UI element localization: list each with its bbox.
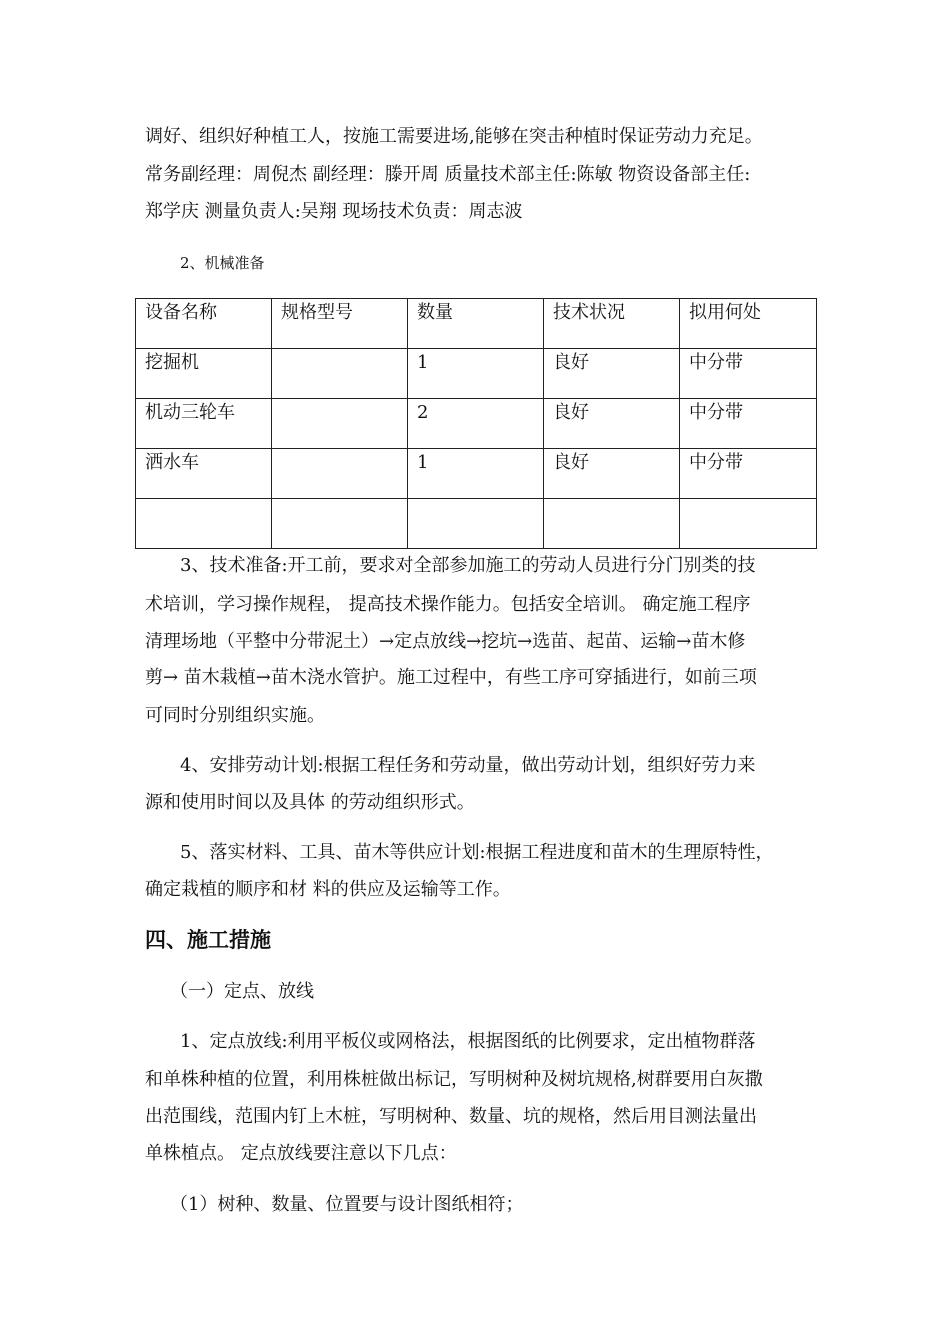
table-row — [136, 499, 817, 549]
table-header-row — [136, 299, 817, 349]
table-cell: 挖掘机 — [136, 349, 272, 399]
table-header-cell: 数量 — [408, 299, 544, 349]
paragraph-line: 5、落实材料、工具、苗木等供应计划:根据工程进度和苗木的生理原特性， — [180, 842, 774, 863]
paragraph-line: 可同时分别组织实施。 — [145, 705, 325, 726]
table-cell — [272, 499, 408, 549]
paragraph-line: 剪→ 苗木栽植→苗木浇水管护。施工过程中，有些工序可穿插进行，如前三项 — [145, 667, 757, 688]
table-cell — [272, 399, 408, 449]
paragraph-line: 出范围线，范围内钉上木桩，写明树种、数量、坑的规格，然后用目测法量出 — [145, 1106, 757, 1127]
paragraph-line: 术培训，学习操作规程， 提高技术操作能力。包括安全培训。 确定施工程序 — [145, 594, 751, 615]
table-row — [136, 349, 817, 399]
table-cell: 1 — [408, 449, 544, 499]
table-cell: 良好 — [544, 449, 680, 499]
list-item: （1）树种、数量、位置要与设计图纸相符； — [170, 1194, 524, 1215]
table-header-cell: 规格型号 — [272, 299, 408, 349]
paragraph-line: 1、定点放线:利用平板仪或网格法，根据图纸的比例要求，定出植物群落 — [180, 1031, 756, 1052]
table-cell: 2 — [408, 399, 544, 449]
table-header-cell: 设备名称 — [136, 299, 272, 349]
table-cell: 良好 — [544, 399, 680, 449]
paragraph-line: 确定栽植的顺序和材 料的供应及运输等工作。 — [145, 879, 511, 900]
paragraph-line: 源和使用时间以及具体 的劳动组织形式。 — [145, 792, 475, 813]
section-heading: 四、施工措施 — [145, 928, 271, 952]
table-cell: 中分带 — [680, 349, 817, 399]
table-cell: 洒水车 — [136, 449, 272, 499]
section-title-machinery: 2、机械准备 — [180, 254, 265, 272]
table-cell: 中分带 — [680, 449, 817, 499]
table-cell: 良好 — [544, 349, 680, 399]
table-cell: 中分带 — [680, 399, 817, 449]
table-cell: 1 — [408, 349, 544, 399]
paragraph-line: 郑学庆 测量负责人:吴翔 现场技术负责：周志波 — [145, 201, 523, 222]
table-cell — [408, 499, 544, 549]
paragraph-line: 和单株种植的位置，利用株桩做出标记，写明树种及树坑规格,树群要用白灰撒 — [145, 1069, 763, 1090]
table-cell — [136, 499, 272, 549]
paragraph-line: 单株植点。 定点放线要注意以下几点： — [145, 1143, 457, 1164]
table-cell: 机动三轮车 — [136, 399, 272, 449]
paragraph-line: 常务副经理：周倪杰 副经理：滕开周 质量技术部主任:陈敏 物资设备部主任: — [145, 164, 751, 185]
table-cell — [680, 499, 817, 549]
table-cell — [544, 499, 680, 549]
table-row — [136, 399, 817, 449]
paragraph-line: 清理场地（平整中分带泥土）→定点放线→挖坑→选苗、起苗、运输→苗木修 — [145, 631, 746, 652]
paragraph-line: 调好、组织好种植工人，按施工需要进场,能够在突击种植时保证劳动力充足。 — [145, 126, 763, 147]
table-row — [136, 449, 817, 499]
paragraph-line: 4、安排劳动计划:根据工程任务和劳动量，做出劳动计划，组织好劳力来 — [180, 755, 756, 776]
paragraph-line: 3、技术准备:开工前，要求对全部参加施工的劳动人员进行分门别类的技 — [180, 555, 756, 576]
table-header-cell: 技术状况 — [544, 299, 680, 349]
equipment-table — [135, 298, 817, 549]
table-cell — [272, 449, 408, 499]
subsection-title: （一）定点、放线 — [170, 981, 314, 1002]
table-cell — [272, 349, 408, 399]
table-header-cell: 拟用何处 — [680, 299, 817, 349]
